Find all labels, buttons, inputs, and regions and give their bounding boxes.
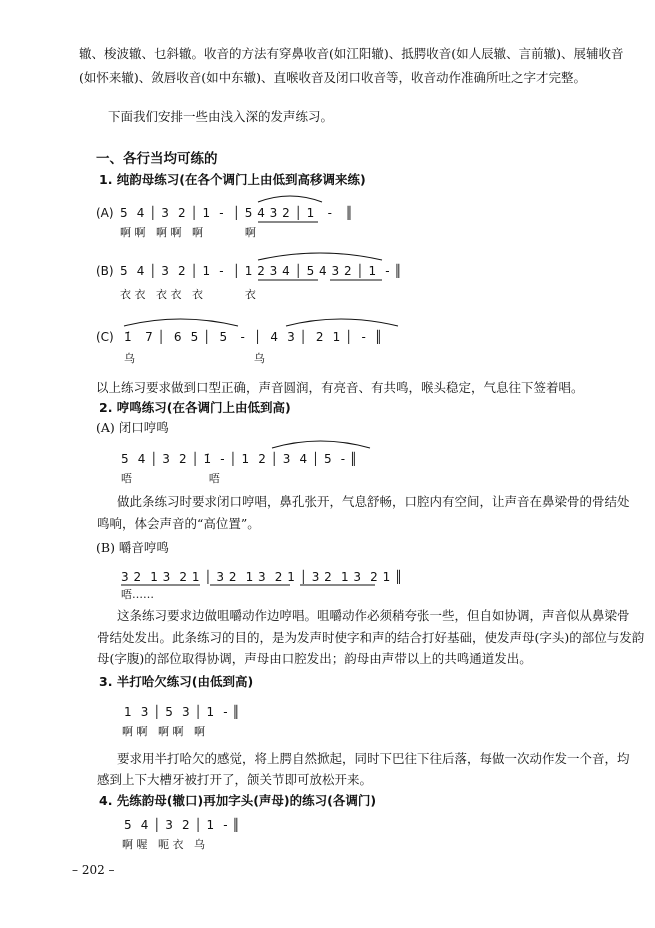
ex1a-lyrics: 啊 啊 啊 啊 啊 啊 xyxy=(120,226,256,239)
slur-1b xyxy=(258,253,382,260)
intro-line-1: 辙、梭波辙、乜斜辙。收音的方法有穿鼻收音(如江阳辙)、抵腭收音(如人辰辙、言前辙)、展辅收音 xyxy=(79,46,624,61)
ex2b-lyrics: 唔…… xyxy=(121,588,154,601)
ex2b-desc-1: 这条练习要求边做咀嚼动作边哼唱。咀嚼动作必须稍夸张一些，但自如协调，声音似从鼻梁骨 xyxy=(117,608,630,623)
ex1a-notation: 5 4 │ 3 2 │ 1 - │ 5 4 3 2 │ 1 - ║ xyxy=(120,206,354,220)
slur-1c-2 xyxy=(286,319,398,326)
ex2b-desc-2: 骨结处发出。此条练习的目的，是为发声时使字和声的结合打好基础，使发声母(字头)的部位与发韵 xyxy=(97,630,645,645)
slur-1c-1 xyxy=(124,319,238,326)
section-title: 一、各行当均可练的 xyxy=(96,151,218,167)
ex2b-notation: 3 2 1 3 2 1 │ 3 2 1 3 2 1 │ 3 2 1 3 2 1 ║ xyxy=(121,570,403,584)
slur-2a xyxy=(272,441,370,448)
ex3-desc-1: 要求用半打哈欠的感觉，将上腭自然掀起，同时下巴往下往后落，每做一次动作发一个音，均 xyxy=(117,751,630,766)
ex2b-desc-3: 母(字腹)的部位取得协调，声母由口腔发出；韵母由声带以上的共鸣通道发出。 xyxy=(97,651,532,666)
ex3-title: 3. 半打哈欠练习(由低到高) xyxy=(99,674,254,689)
ex2a-lyrics: 唔 唔 xyxy=(121,472,220,485)
arrangement-text: 下面我们安排一些由浅入深的发声练习。 xyxy=(108,109,334,124)
ex1a-label: (A) xyxy=(96,206,114,220)
ex1b-lyrics: 衣 衣 衣 衣 衣 衣 xyxy=(120,288,256,301)
ex2a-label: (A) 闭口哼鸣 xyxy=(96,420,169,435)
slur-1a xyxy=(258,196,322,202)
page-number: – 202 – xyxy=(72,863,115,877)
ex4-title: 4. 先练韵母(辙口)再加字头(声母)的练习(各调门) xyxy=(99,793,377,808)
ex2a-desc-1: 做此条练习时要求闭口哼唱，鼻孔张开，气息舒畅，口腔内有空间，让声音在鼻梁骨的骨结处 xyxy=(117,494,630,509)
ex1c-lyrics: 乌 乌 xyxy=(124,352,265,365)
ex1c-notation: 1̇ 7 │ 6 5 │ 5 - │ 4 3 │ 2 1 │ - ║ xyxy=(124,330,383,344)
ex2-title: 2. 哼鸣练习(在各调门上由低到高) xyxy=(99,400,291,415)
ex3-lyrics: 啊 啊 啊 啊 啊 xyxy=(122,725,205,738)
ex1b-label: (B) xyxy=(96,264,114,278)
ex1-title: 1. 纯韵母练习(在各个调门上由低到高移调来练) xyxy=(99,172,366,187)
ex1-description: 以上练习要求做到口型正确，声音圆润，有亮音、有共鸣，喉头稳定，气息往下签着唱。 xyxy=(96,380,584,395)
ex4-notation: 5 4 │ 3 2 │ 1 - ║ xyxy=(124,818,241,832)
ex2a-notation: 5 4 │ 3 2 │ 1̇ - │ 1 2 │ 3 4 │ 5 - ║ xyxy=(121,452,358,466)
intro-line-2: (如怀来辙)、敛唇收音(如中东辙)、直喉收音及闭口收音等，收音动作准确所吐之字才完整。 xyxy=(79,70,587,85)
ex3-notation: 1 3 │ 5 3 │ 1 - ║ xyxy=(124,705,241,719)
ex2a-desc-2: 鸣响，体会声音的“高位置”。 xyxy=(97,516,260,531)
ex1b-notation: 5 4 │ 3 2 │ 1 - │ 1 2 3 4 │ 5 4 3 2 │ 1 - ║ xyxy=(120,264,403,278)
ex3-desc-2: 感到上下大槽牙被打开了，颌关节即可放松开来。 xyxy=(97,772,373,787)
ex2b-label: (B) 嚼音哼鸣 xyxy=(96,540,169,555)
ex4-lyrics: 啊 喔 呃 衣 乌 xyxy=(122,838,205,851)
ex1c-label: (C) xyxy=(96,330,114,344)
